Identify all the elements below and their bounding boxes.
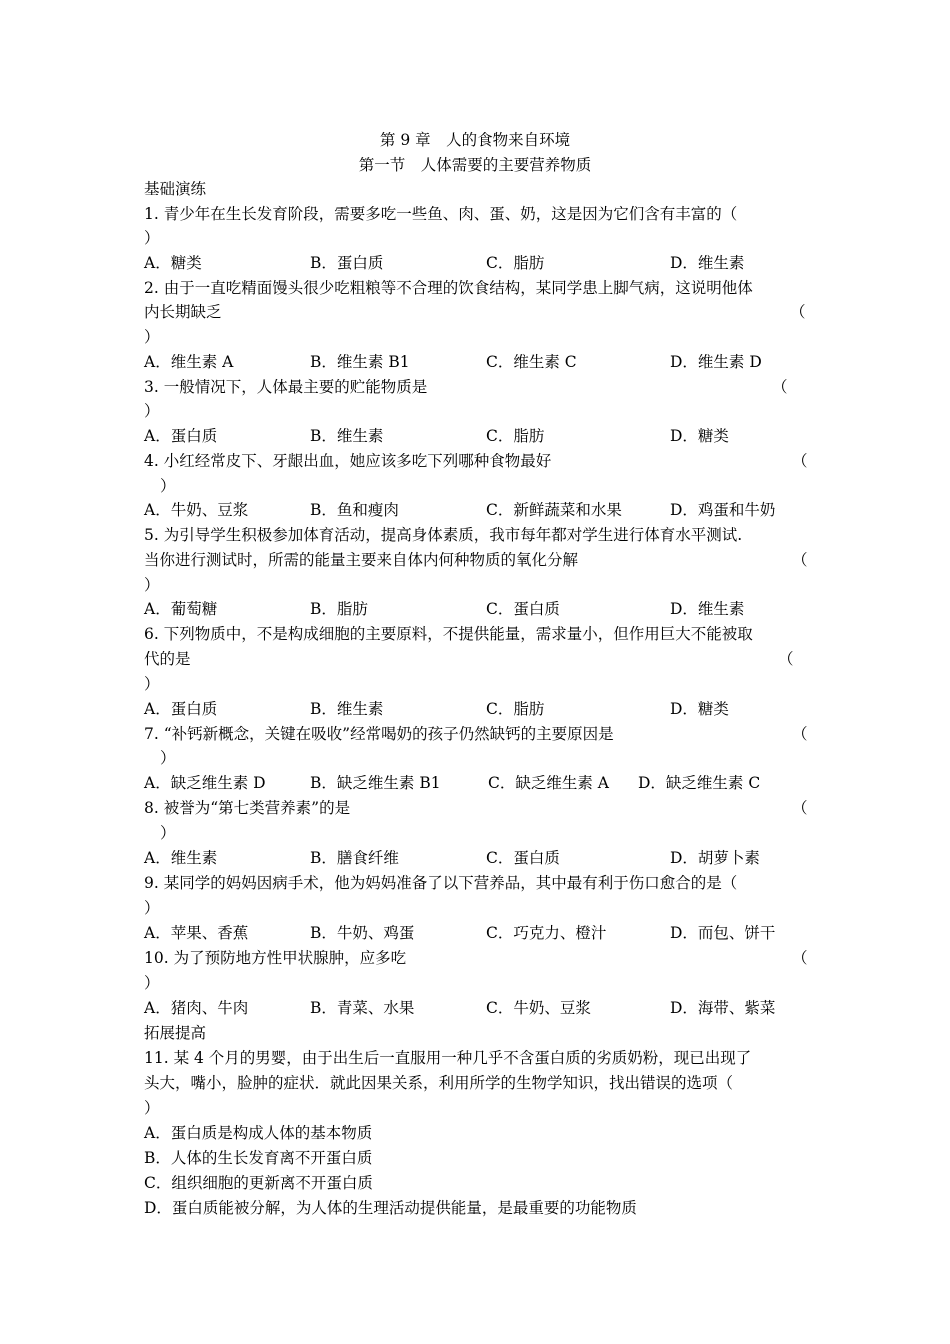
option-d: D．缺乏维生素 C (638, 774, 761, 792)
question-7-close: ） (160, 749, 176, 767)
question-6-close: ） (144, 675, 160, 693)
chapter-title: 第 9 章 人的食物来自环境 (379, 131, 571, 149)
option-a: A．维生素 A (144, 353, 234, 371)
question-3-open: （ (772, 378, 788, 396)
option-a: A．糖类 (144, 254, 202, 272)
option-a: A．蛋白质 (144, 427, 218, 445)
question-6-text-line2: 代的是 (144, 650, 191, 668)
option-c: C．缺乏维生素 A (488, 774, 609, 792)
option-b: B．缺乏维生素 B1 (310, 774, 441, 792)
option-c: C．新鲜蔬菜和水果 (486, 501, 622, 519)
option-c: C．维生素 C (486, 353, 577, 371)
question-5-text-line2: 当你进行测试时，所需的能量主要来自体内何种物质的氧化分解 (144, 551, 579, 569)
option-b: B．膳食纤维 (310, 849, 399, 867)
question-11-text-line1: 11. 某 4 个月的男婴，由于出生后一直服用一种几乎不含蛋白质的劣质奶粉，现已出现了 (144, 1049, 752, 1067)
option-c: C．巧克力、橙汁 (486, 924, 607, 942)
option-c: C．牛奶、豆浆 (486, 999, 591, 1017)
option-d: D．鸡蛋和牛奶 (670, 501, 776, 519)
question-8-open: （ (792, 799, 808, 817)
option-d: D．糖类 (670, 427, 729, 445)
option-d: D．糖类 (670, 700, 729, 718)
question-2-close: ） (144, 328, 160, 346)
question-2-open: （ (790, 303, 806, 321)
option-d: D．维生素 (670, 254, 745, 272)
option-a: A．缺乏维生素 D (144, 774, 266, 792)
question-11-option-a: A．蛋白质是构成人体的基本物质 (144, 1124, 373, 1142)
question-9-close: ） (144, 899, 160, 917)
option-d: D．海带、紫菜 (670, 999, 776, 1017)
question-8-close: ） (160, 824, 176, 842)
question-5-close: ） (144, 576, 160, 594)
question-11-text-line2: 头大，嘴小，脸肿的症状．就此因果关系，利用所学的生物学知识，找出错误的选项（ (144, 1074, 734, 1092)
option-c: C．脂肪 (486, 254, 545, 272)
question-9-text: 9. 某同学的妈妈因病手术，他为妈妈准备了以下营养品，其中最有利于伤口愈合的是（ (144, 874, 738, 892)
question-3-close: ） (144, 402, 160, 420)
option-b: B．脂肪 (310, 600, 368, 618)
question-3-text: 3. 一般情况下，人体最主要的贮能物质是 (144, 378, 428, 396)
question-10-open: （ (792, 949, 808, 967)
option-a: A．维生素 (144, 849, 218, 867)
question-6-open: （ (778, 650, 794, 668)
question-11-close: ） (144, 1099, 160, 1117)
section-heading-extension: 拓展提高 (144, 1024, 207, 1042)
option-b: B．鱼和瘦肉 (310, 501, 399, 519)
question-2-text-line1: 2. 由于一直吃精面馒头很少吃粗粮等不合理的饮食结构，某同学患上脚气病，这说明他体 (144, 279, 753, 297)
question-5-open: （ (792, 551, 808, 569)
question-4-open: （ (792, 452, 808, 470)
option-d: D．维生素 D (670, 353, 762, 371)
question-2-text-line2: 内长期缺乏 (144, 303, 222, 321)
option-b: B．牛奶、鸡蛋 (310, 924, 415, 942)
question-1-close: ） (144, 229, 160, 247)
option-c: C．脂肪 (486, 427, 545, 445)
question-11-option-c: C．组织细胞的更新离不开蛋白质 (144, 1174, 373, 1192)
option-b: B．维生素 (310, 700, 384, 718)
option-a: A．猪肉、牛肉 (144, 999, 249, 1017)
option-a: A．蛋白质 (144, 700, 218, 718)
option-b: B．青菜、水果 (310, 999, 415, 1017)
question-10-close: ） (144, 974, 160, 992)
option-c: C．蛋白质 (486, 849, 560, 867)
question-10-text: 10. 为了预防地方性甲状腺肿，应多吃 (144, 949, 407, 967)
option-b: B．维生素 (310, 427, 384, 445)
option-d: D．而包、饼干 (670, 924, 776, 942)
option-b: B．维生素 B1 (310, 353, 410, 371)
option-b: B．蛋白质 (310, 254, 384, 272)
question-11-option-b: B．人体的生长发育离不开蛋白质 (144, 1149, 373, 1167)
question-7-text: 7. “补钙新概念，关键在吸收”经常喝奶的孩子仍然缺钙的主要原因是 (144, 725, 614, 743)
option-c: C．蛋白质 (486, 600, 560, 618)
question-1-text: 1. 青少年在生长发育阶段，需要多吃一些鱼、肉、蛋、奶，这是因为它们含有丰富的（ (144, 205, 738, 223)
question-6-text-line1: 6. 下列物质中，不是构成细胞的主要原料，不提供能量，需求量小，但作用巨大不能被取 (144, 625, 753, 643)
option-d: D．维生素 (670, 600, 745, 618)
question-4-close: ） (160, 477, 176, 495)
question-5-text-line1: 5. 为引导学生积极参加体育活动，提高身体素质，我市每年都对学生进行体育水平测试. (144, 526, 743, 544)
question-8-text: 8. 被誉为“第七类营养素”的是 (144, 799, 351, 817)
question-11-option-d: D．蛋白质能被分解，为人体的生理活动提供能量，是最重要的功能物质 (144, 1199, 637, 1217)
option-d: D．胡萝卜素 (670, 849, 760, 867)
option-a: A．牛奶、豆浆 (144, 501, 249, 519)
question-4-text: 4. 小红经常皮下、牙龈出血，她应该多吃下列哪种食物最好 (144, 452, 552, 470)
option-c: C．脂肪 (486, 700, 545, 718)
question-7-open: （ (792, 725, 808, 743)
option-a: A．苹果、香蕉 (144, 924, 249, 942)
section-heading-basic: 基础演练 (144, 180, 207, 198)
section-title: 第一节 人体需要的主要营养物质 (358, 156, 592, 174)
option-a: A．葡萄糖 (144, 600, 218, 618)
